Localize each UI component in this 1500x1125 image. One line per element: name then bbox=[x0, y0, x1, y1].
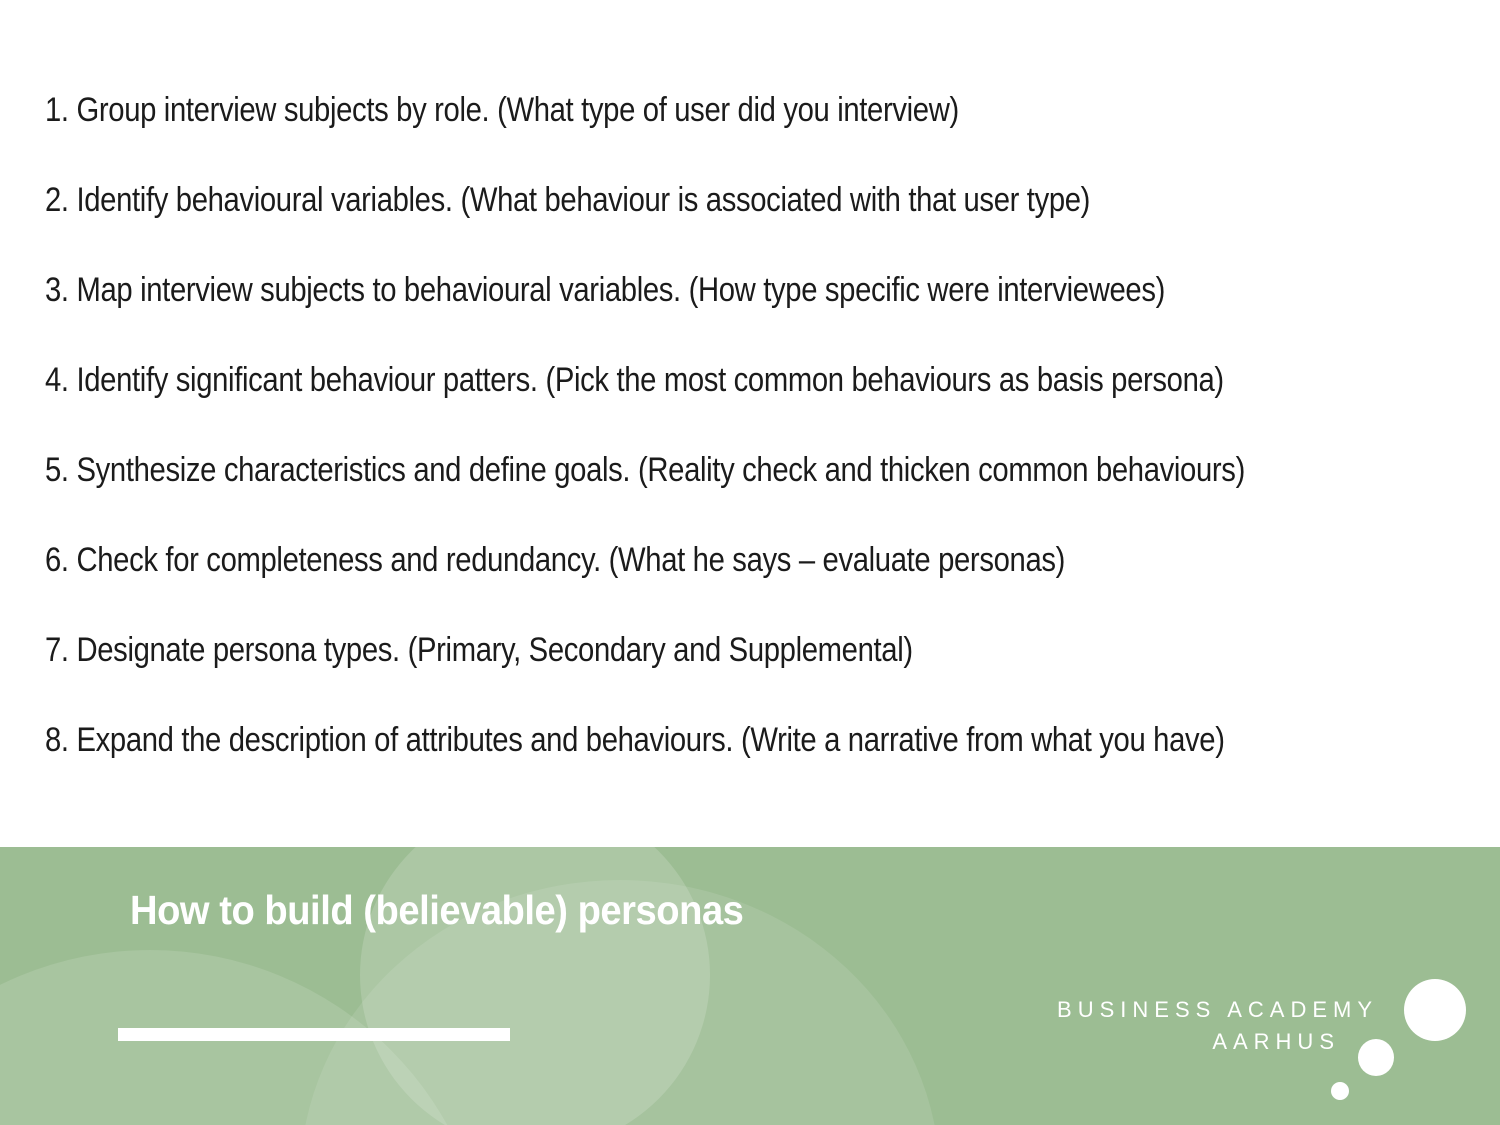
step-item: 2. Identify behavioural variables. (What behaviour is associated with that user type) bbox=[45, 181, 1091, 219]
step-item: 7. Designate persona types. (Primary, Secondary and Supplemental) bbox=[45, 631, 913, 669]
step-item: 8. Expand the description of attributes and behaviours. (Write a narrative from what you have) bbox=[45, 721, 1225, 759]
steps-list bbox=[45, 65, 1245, 785]
step-item: 4. Identify significant behaviour patters. (Pick the most common behaviours as basis persona) bbox=[45, 361, 1224, 399]
slide-title: How to build (believable) personas bbox=[130, 887, 744, 933]
footer-band bbox=[0, 847, 1500, 1125]
logo-text-business-academy: BUSINESS ACADEMY bbox=[1057, 997, 1378, 1022]
step-item: 5. Synthesize characteristics and define goals. (Reality check and thicken common behaviours) bbox=[45, 451, 1245, 489]
logo-circle-small-icon bbox=[1331, 1082, 1349, 1100]
logo-circle-large-icon bbox=[1404, 979, 1466, 1041]
title-underline-bar bbox=[118, 1028, 510, 1041]
logo-circle-medium-icon bbox=[1358, 1039, 1394, 1076]
logo-text-aarhus: AARHUS bbox=[1212, 1029, 1340, 1054]
step-item: 3. Map interview subjects to behavioural variables. (How type specific were interviewees) bbox=[45, 271, 1166, 309]
step-item: 6. Check for completeness and redundancy. (What he says – evaluate personas) bbox=[45, 541, 1066, 579]
step-item: 1. Group interview subjects by role. (What type of user did you interview) bbox=[45, 91, 959, 129]
